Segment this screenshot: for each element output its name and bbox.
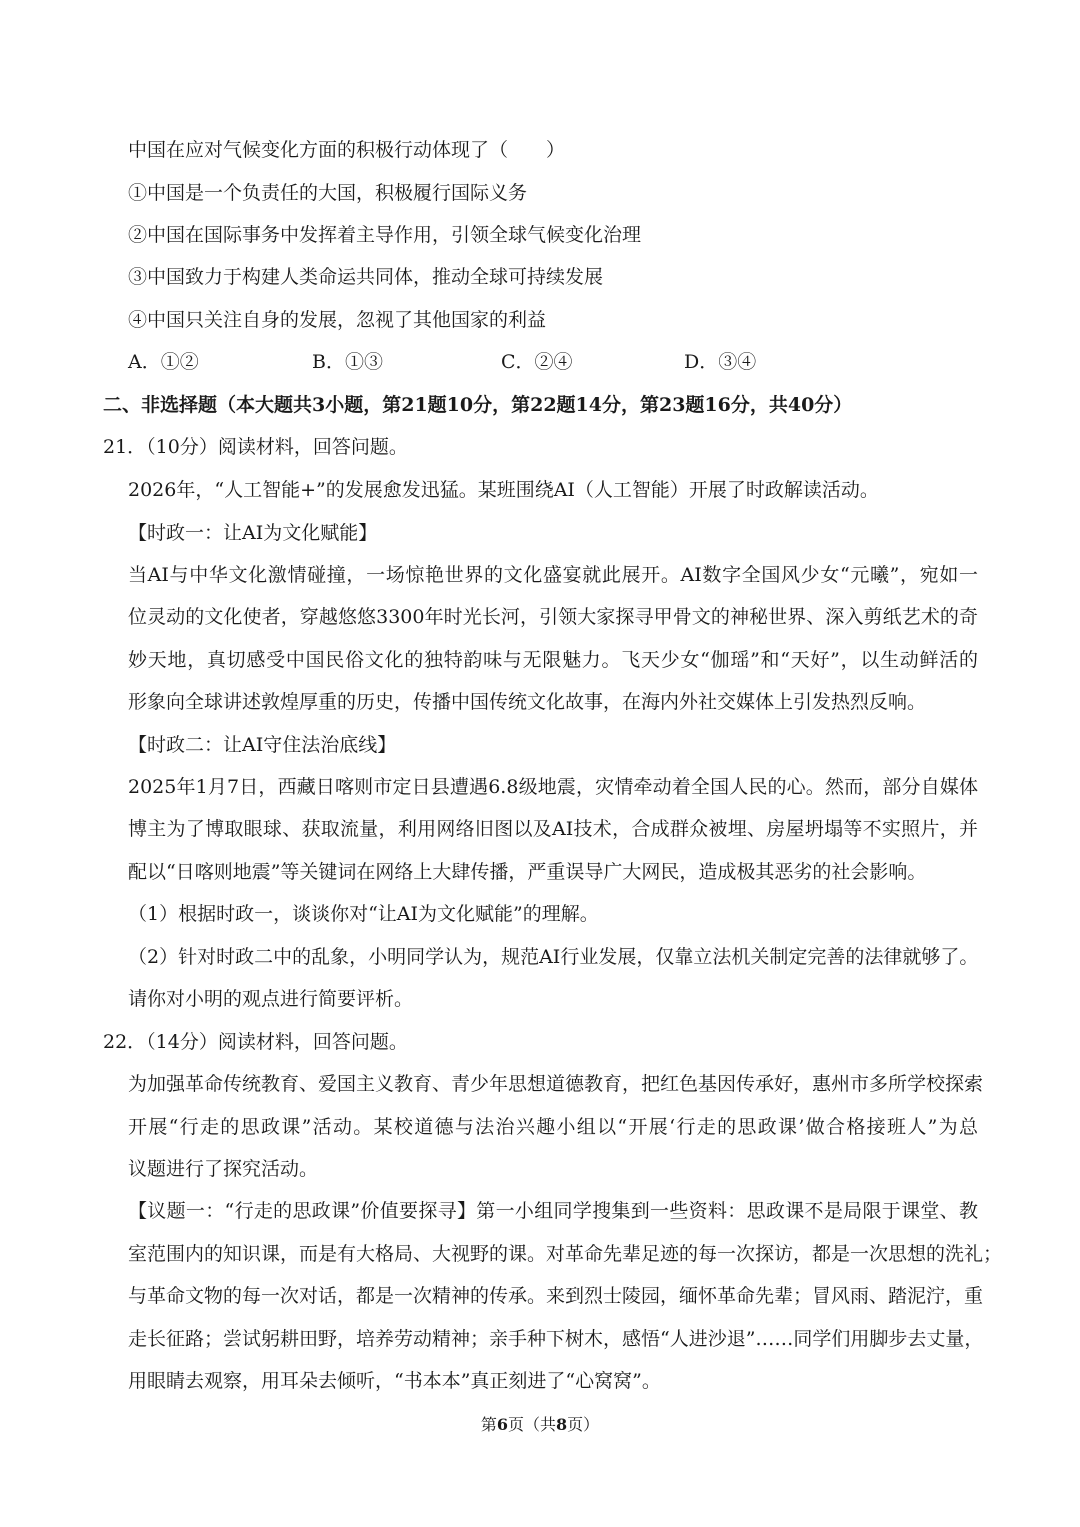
choice-item-3: ③中国致力于构建人类命运共同体，推动全球可持续发展 [128, 266, 604, 288]
option-d: D．③④ [684, 351, 757, 373]
policy-1-line: 位灵动的文化使者，穿越悠悠3300年时光长河，引领大家探寻甲骨文的神秘世界、深入剪纸艺术的奇 [128, 606, 978, 628]
topic-1-line: 用眼睛去观察，用耳朵去倾听，“书本本”真正刻进了“心窝窝”。 [128, 1370, 661, 1392]
policy-2-title: 【时政二：让AI守住法治底线】 [128, 734, 397, 756]
sub-question-2: （2）针对时政二中的乱象，小明同学认为，规范AI行业发展，仅靠立法机关制定完善的法律就够了。 [128, 946, 979, 968]
question-21-header: 21．（10分）阅读材料，回答问题。 [103, 436, 408, 458]
question-22-intro: 开展“行走的思政课”活动。某校道德与法治兴趣小组以“开展‘行走的思政课’做合格接班人”为总 [128, 1116, 978, 1138]
policy-2-line: 博主为了博取眼球、获取流量，利用网络旧图以及AI技术，合成群众被埋、房屋坍塌等不实照片，并 [128, 818, 978, 840]
footer-middle: 页（共 [507, 1415, 556, 1434]
answer-options [128, 349, 828, 375]
choice-item-4: ④中国只关注自身的发展，忽视了其他国家的利益 [128, 309, 547, 331]
footer-prefix: 第 [480, 1415, 497, 1434]
policy-1-line: 当AI与中华文化激情碰撞，一场惊艳世界的文化盛宴就此展开。AI数字全国风少女“元曦”，宛如一 [128, 564, 978, 586]
choice-item-1: ①中国是一个负责任的大国，积极履行国际义务 [128, 182, 528, 204]
sub-question-1: （1）根据时政一，谈谈你对“让AI为文化赋能”的理解。 [128, 903, 599, 925]
option-a: A．①② [128, 351, 199, 373]
sub-question-2: 请你对小明的观点进行简要评析。 [128, 988, 414, 1010]
policy-1-title: 【时政一：让AI为文化赋能】 [128, 522, 378, 544]
option-b: B．①③ [312, 351, 383, 373]
policy-1-line: 妙天地，真切感受中国民俗文化的独特韵味与无限魅力。飞天少女“伽瑶”和“天好”，以生动鲜活的 [128, 649, 978, 671]
policy-1-line: 形象向全球讲述敦煌厚重的历史，传播中国传统文化故事，在海内外社交媒体上引发热烈反响。 [128, 691, 927, 713]
total-pages: 8 [556, 1415, 568, 1434]
question-22-intro: 为加强革命传统教育、爱国主义教育、青少年思想道德教育，把红色基因传承好，惠州市多所学校探索 [128, 1073, 984, 1095]
policy-2-line: 配以“日喀则地震”等关键词在网络上大肆传播，严重误导广大网民，造成极其恶劣的社会影响。 [128, 861, 927, 883]
topic-1-line: 走长征路；尝试躬耕田野，培养劳动精神；亲手种下树木，感悟“人进沙退”……同学们用脚步去丈量， [128, 1328, 984, 1350]
section-heading: 二、非选择题（本大题共3小题，第21题10分，第22题14分，第23题16分，共40分） [103, 394, 853, 416]
choice-item-2: ②中国在国际事务中发挥着主导作用，引领全球气候变化治理 [128, 224, 642, 246]
question-22-header: 22．（14分）阅读材料，回答问题。 [103, 1031, 408, 1053]
question-stem: 中国在应对气候变化方面的积极行动体现了（ ） [128, 139, 566, 161]
topic-1-line: 与革命文物的每一次对话，都是一次精神的传承。来到烈士陵园，缅怀革命先辈；冒风雨、踏泥泞，重 [128, 1285, 984, 1307]
page-number: 6 [496, 1415, 508, 1434]
footer-suffix: 页） [567, 1415, 600, 1434]
topic-1-line: 室范围内的知识课，而是有大格局、大视野的课。对革命先辈足迹的每一次探访，都是一次思想的洗礼； [128, 1243, 1003, 1265]
option-c: C．②④ [501, 351, 573, 373]
policy-2-line: 2025年1月7日，西藏日喀则市定日县遭遇6.8级地震，灾情牵动着全国人民的心。然而，部分自媒体 [128, 776, 978, 798]
question-22-intro: 议题进行了探究活动。 [128, 1158, 319, 1180]
page-footer [0, 1414, 1080, 1436]
topic-1-line: 【议题一：“行走的思政课”价值要探寻】第一小组同学搜集到一些资料：思政课不是局限于课堂、教 [128, 1200, 978, 1222]
question-21-intro: 2026年，“人工智能+”的发展愈发迅猛。某班围绕AI（人工智能）开展了时政解读活动。 [128, 479, 879, 501]
